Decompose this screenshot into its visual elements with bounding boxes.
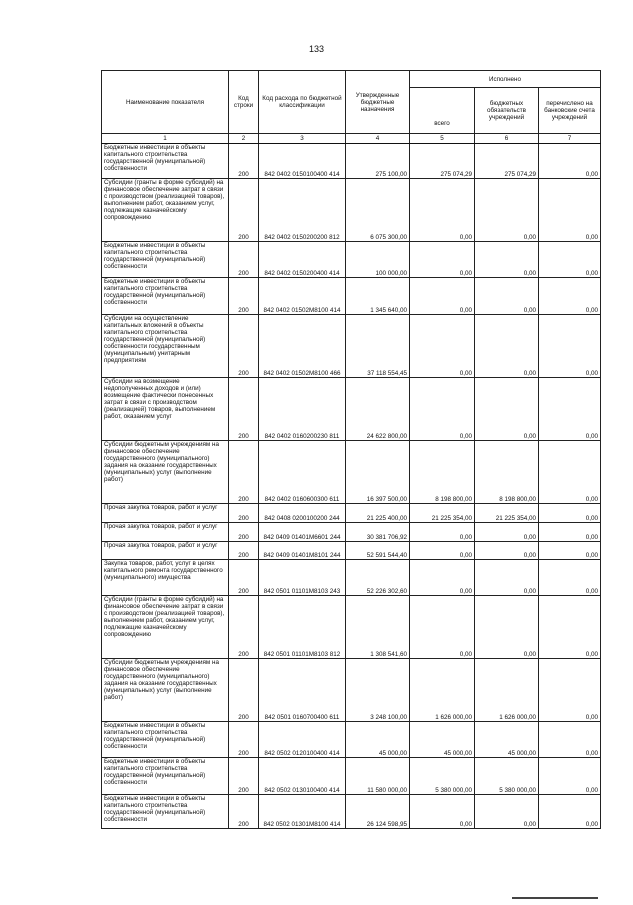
row-transferred: 0,00	[539, 242, 601, 278]
row-total: 0,00	[410, 179, 475, 242]
row-code: 200	[229, 179, 259, 242]
table-row	[102, 758, 601, 795]
row-transferred: 0,00	[539, 278, 601, 315]
row-approved: 1 308 541,60	[346, 596, 410, 659]
header-name: Наименование показателя	[102, 71, 229, 134]
row-code: 200	[229, 315, 259, 378]
row-approved: 24 622 800,00	[346, 378, 410, 441]
row-name: Бюджетные инвестиции в объекты капитального строительства государственной (муниципальной) собственности	[102, 144, 229, 179]
row-transferred: 0,00	[539, 504, 601, 523]
row-approved: 45 000,00	[346, 722, 410, 758]
column-number: 1	[102, 134, 229, 144]
row-total: 0,00	[410, 315, 475, 378]
row-obligations: 275 074,29	[475, 144, 539, 179]
table-row	[102, 795, 601, 829]
row-total: 21 225 354,00	[410, 504, 475, 523]
row-obligations: 0,00	[475, 179, 539, 242]
row-kbk: 842 0402 0150200200 812	[259, 179, 346, 242]
column-number: 3	[259, 134, 346, 144]
row-approved: 52 226 302,60	[346, 560, 410, 596]
row-name: Прочая закупка товаров, работ и услуг	[102, 542, 229, 560]
column-number-row	[102, 134, 601, 144]
row-code: 200	[229, 378, 259, 441]
column-number: 6	[475, 134, 539, 144]
row-code: 200	[229, 144, 259, 179]
row-transferred: 0,00	[539, 795, 601, 829]
row-code: 200	[229, 659, 259, 722]
row-name: Субсидии (гранты в форме субсидий) на финансовое обеспечение затрат в связи с производством (реализацией товаров), выполнением работ, оказанием услуг, подлежащие казначейскому сопровождению	[102, 596, 229, 659]
row-kbk: 842 0402 0160600300 611	[259, 441, 346, 504]
row-approved: 3 248 100,00	[346, 659, 410, 722]
row-approved: 275 100,00	[346, 144, 410, 179]
row-total: 0,00	[410, 378, 475, 441]
row-code: 200	[229, 542, 259, 560]
row-approved: 37 118 554,45	[346, 315, 410, 378]
row-approved: 30 381 706,92	[346, 523, 410, 542]
row-approved: 11 580 000,00	[346, 758, 410, 795]
header-kbk: Код расхода по бюджетной классификации	[259, 71, 346, 134]
row-total: 0,00	[410, 278, 475, 315]
row-total: 275 074,29	[410, 144, 475, 179]
table-row	[102, 278, 601, 315]
budget-execution-table	[101, 70, 601, 829]
row-name: Субсидии на осуществление капитальных вложений в объекты капитального строительства государственной (муниципальной) собственности государственным (муниципальным) унитарным предприятиям	[102, 315, 229, 378]
header-budget-obligations: бюджетных обязательств учреждений	[475, 88, 539, 134]
table-row	[102, 523, 601, 542]
row-name: Субсидии на возмещение недополученных доходов и (или) возмещение фактически понесенных затрат в связи с производством (реализацией) товаров, выполнением работ, оказанием услуг	[102, 378, 229, 441]
row-obligations: 45 000,00	[475, 722, 539, 758]
row-transferred: 0,00	[539, 722, 601, 758]
row-name: Бюджетные инвестиции в объекты капитального строительства государственной (муниципальной) собственности	[102, 278, 229, 315]
row-kbk: 842 0409 01401M8101 244	[259, 542, 346, 560]
row-total: 0,00	[410, 560, 475, 596]
column-number: 4	[346, 134, 410, 144]
row-transferred: 0,00	[539, 523, 601, 542]
table-row	[102, 242, 601, 278]
row-total: 0,00	[410, 542, 475, 560]
row-code: 200	[229, 504, 259, 523]
row-total: 0,00	[410, 795, 475, 829]
row-transferred: 0,00	[539, 596, 601, 659]
row-approved: 100 000,00	[346, 242, 410, 278]
row-name: Субсидии бюджетным учреждениям на финансовое обеспечение государственного (муниципального) задания на оказание государственных (муниципальных) услуг (выполнение работ)	[102, 441, 229, 504]
row-kbk: 842 0402 0150200400 414	[259, 242, 346, 278]
row-kbk: 842 0502 0130100400 414	[259, 758, 346, 795]
row-total: 0,00	[410, 596, 475, 659]
row-name: Бюджетные инвестиции в объекты капитального строительства государственной (муниципальной) собственности	[102, 795, 229, 829]
row-code: 200	[229, 758, 259, 795]
table-row	[102, 144, 601, 179]
row-kbk: 842 0402 0160200230 811	[259, 378, 346, 441]
column-number: 5	[410, 134, 475, 144]
row-kbk: 842 0402 0150100400 414	[259, 144, 346, 179]
table-row	[102, 378, 601, 441]
row-approved: 1 345 640,00	[346, 278, 410, 315]
row-transferred: 0,00	[539, 378, 601, 441]
row-name: Прочая закупка товаров, работ и услуг	[102, 504, 229, 523]
header-executed: Исполнено	[410, 71, 601, 88]
row-obligations: 0,00	[475, 560, 539, 596]
row-approved: 52 591 544,40	[346, 542, 410, 560]
row-code: 200	[229, 278, 259, 315]
row-total: 0,00	[410, 523, 475, 542]
row-code: 200	[229, 523, 259, 542]
row-obligations: 5 380 000,00	[475, 758, 539, 795]
row-transferred: 0,00	[539, 144, 601, 179]
table-row	[102, 722, 601, 758]
table-row	[102, 504, 601, 523]
row-kbk: 842 0408 0200100200 244	[259, 504, 346, 523]
row-obligations: 21 225 354,00	[475, 504, 539, 523]
row-transferred: 0,00	[539, 315, 601, 378]
row-transferred: 0,00	[539, 179, 601, 242]
row-name: Прочая закупка товаров, работ и услуг	[102, 523, 229, 542]
row-obligations: 0,00	[475, 242, 539, 278]
table-row	[102, 659, 601, 722]
row-obligations: 0,00	[475, 542, 539, 560]
row-approved: 16 397 500,00	[346, 441, 410, 504]
row-kbk: 842 0409 01401M6601 244	[259, 523, 346, 542]
header-transferred: перечислено на банковские счета учреждений	[539, 88, 601, 134]
row-code: 200	[229, 722, 259, 758]
table-row	[102, 315, 601, 378]
header-code: Код строки	[229, 71, 259, 134]
header-total: всего	[410, 88, 475, 134]
row-name: Закупка товаров, работ, услуг в целях капитального ремонта государственного (муниципального) имущества	[102, 560, 229, 596]
row-total: 5 380 000,00	[410, 758, 475, 795]
table-row	[102, 596, 601, 659]
row-transferred: 0,00	[539, 542, 601, 560]
row-obligations: 0,00	[475, 278, 539, 315]
row-code: 200	[229, 242, 259, 278]
row-code: 200	[229, 441, 259, 504]
row-name: Бюджетные инвестиции в объекты капитального строительства государственной (муниципальной) собственности	[102, 722, 229, 758]
row-transferred: 0,00	[539, 758, 601, 795]
row-obligations: 0,00	[475, 523, 539, 542]
row-obligations: 0,00	[475, 315, 539, 378]
table-row	[102, 542, 601, 560]
row-kbk: 842 0501 01101M8103 812	[259, 596, 346, 659]
row-kbk: 842 0502 0120100400 414	[259, 722, 346, 758]
table-row	[102, 560, 601, 596]
row-code: 200	[229, 560, 259, 596]
column-number: 7	[539, 134, 601, 144]
row-obligations: 0,00	[475, 378, 539, 441]
row-name: Бюджетные инвестиции в объекты капитального строительства государственной (муниципальной) собственности	[102, 242, 229, 278]
row-total: 8 198 800,00	[410, 441, 475, 504]
row-kbk: 842 0502 01301M8100 414	[259, 795, 346, 829]
row-approved: 21 225 400,00	[346, 504, 410, 523]
row-kbk: 842 0501 0160700400 611	[259, 659, 346, 722]
scan-artifact-line	[512, 897, 598, 899]
row-total: 45 000,00	[410, 722, 475, 758]
header-approved: Утвержденные бюджетные назначения	[346, 71, 410, 134]
row-obligations: 0,00	[475, 795, 539, 829]
page-number: 133	[308, 44, 325, 54]
row-transferred: 0,00	[539, 659, 601, 722]
column-number: 2	[229, 134, 259, 144]
row-transferred: 0,00	[539, 560, 601, 596]
row-total: 0,00	[410, 242, 475, 278]
row-code: 200	[229, 795, 259, 829]
row-transferred: 0,00	[539, 441, 601, 504]
row-obligations: 0,00	[475, 596, 539, 659]
row-obligations: 1 626 000,00	[475, 659, 539, 722]
row-approved: 6 075 300,00	[346, 179, 410, 242]
row-name: Субсидии бюджетным учреждениям на финансовое обеспечение государственного (муниципального) задания на оказание государственных (муниципальных) услуг (выполнение работ)	[102, 659, 229, 722]
row-name: Субсидии (гранты в форме субсидий) на финансовое обеспечение затрат в связи с производством (реализацией товаров), выполнением работ, оказанием услуг, подлежащие казначейскому сопровождению	[102, 179, 229, 242]
row-total: 1 626 000,00	[410, 659, 475, 722]
row-kbk: 842 0501 01101M8103 243	[259, 560, 346, 596]
row-code: 200	[229, 596, 259, 659]
row-obligations: 8 198 800,00	[475, 441, 539, 504]
table-row	[102, 179, 601, 242]
row-name: Бюджетные инвестиции в объекты капитального строительства государственной (муниципальной) собственности	[102, 758, 229, 795]
row-kbk: 842 0402 01502M8100 414	[259, 278, 346, 315]
row-kbk: 842 0402 01502M8100 466	[259, 315, 346, 378]
table-row	[102, 441, 601, 504]
row-approved: 26 124 598,95	[346, 795, 410, 829]
